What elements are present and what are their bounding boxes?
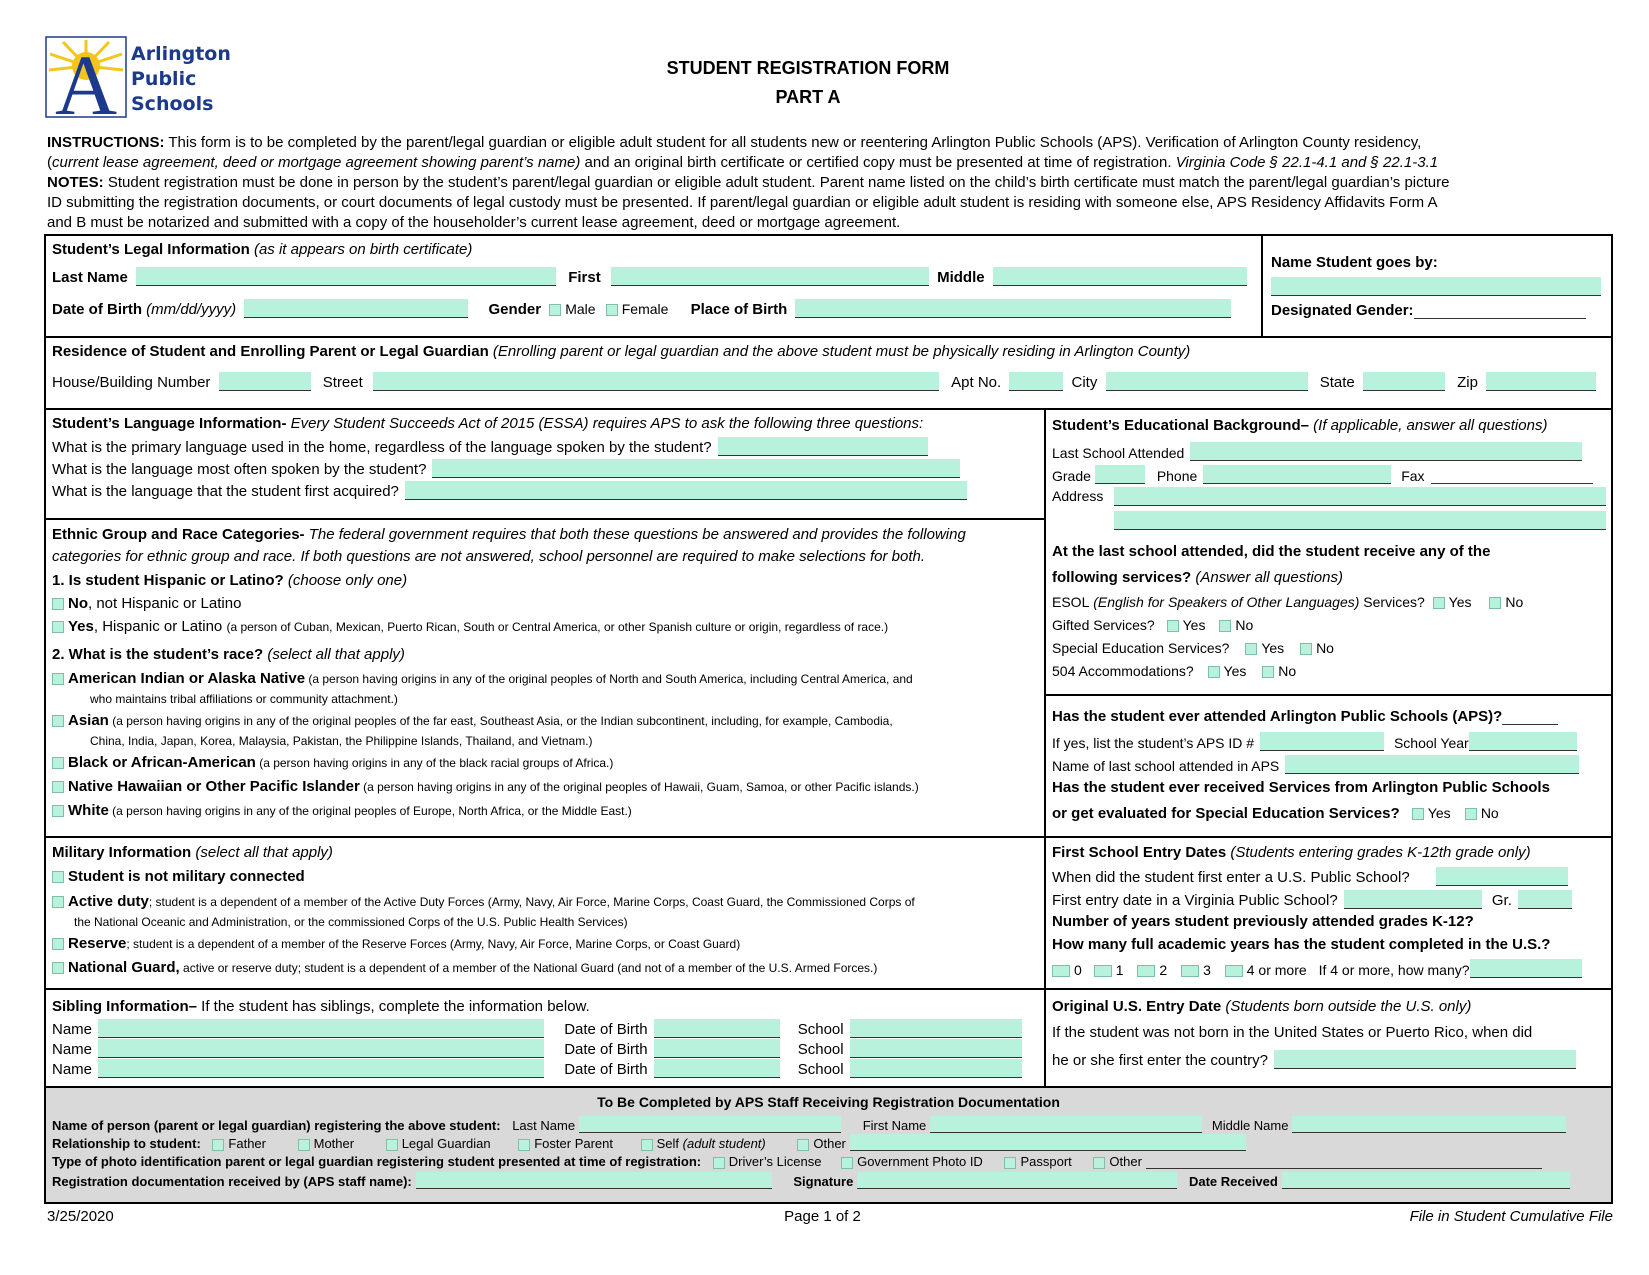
license-checkbox[interactable] — [713, 1157, 725, 1169]
sibling-3-school-label: School — [797, 1061, 844, 1078]
years-4-checkbox[interactable] — [1225, 965, 1243, 977]
language-q2-field[interactable] — [432, 459, 960, 478]
race-white-label: White — [68, 802, 109, 819]
gifted-yes-label: Yes — [1182, 617, 1206, 633]
hispanic-no-text: , not Hispanic or Latino — [88, 595, 242, 612]
logo-line-2: Public — [131, 68, 197, 90]
active-duty-note: ; student is a dependent of a member of the Active Duty Forces (Army, Navy, Air Force, Marine Corps, Coast Guard, the Commissioned Corps of — [148, 895, 915, 909]
instructions-text-1: This form is to be completed by the parent/legal guardian or eligible adult student for all students new or reentering Arlington Public Schools (APS). Verification of Arlington County residency, — [164, 134, 1422, 151]
race-american-indian-checkbox[interactable] — [52, 673, 64, 685]
active-duty-label: Active duty — [68, 893, 149, 910]
sibling-1-school-field[interactable] — [850, 1019, 1022, 1038]
years-1-checkbox[interactable] — [1094, 965, 1112, 977]
instructions-text-2c: and an original birth certificate or certified copy must be presented at time of registration. — [580, 154, 1176, 171]
race-black-note: (a person having origins in any of the black racial groups of Africa.) — [255, 756, 614, 770]
sibling-2-dob-field[interactable] — [654, 1039, 780, 1058]
place-of-birth-field[interactable] — [795, 299, 1231, 318]
active-duty-checkbox[interactable] — [52, 896, 64, 908]
address-label: Address — [1052, 488, 1104, 504]
sped-yes-label: Yes — [1261, 640, 1285, 656]
language-section — [44, 408, 1046, 520]
zip-field[interactable] — [1486, 372, 1596, 391]
date-received-label: Date Received — [1188, 1174, 1278, 1189]
notes-text-2: ID submitting the registration documents, or court documents of legal custody must be presented. If parent/legal guardian or eligible adult student is residing with someone else, APS Residency Affidavits Form A — [47, 194, 1438, 211]
state-field[interactable] — [1363, 372, 1445, 391]
sibling-1-name-field[interactable] — [98, 1019, 544, 1038]
photo-other-checkbox[interactable] — [1093, 1157, 1105, 1169]
esol-note: (English for Speakers of Other Languages) — [1089, 594, 1360, 610]
female-checkbox[interactable] — [606, 304, 618, 316]
phone-field[interactable] — [1203, 465, 1391, 484]
passport-label: Passport — [1020, 1154, 1072, 1169]
aps-last-school-label: Name of last school attended in APS — [1052, 758, 1280, 774]
footer-file-note: File in Student Cumulative File — [1409, 1208, 1613, 1225]
military-note: (select all that apply) — [191, 844, 333, 861]
entry-dates-section — [1044, 836, 1613, 990]
sibling-2-name-field[interactable] — [98, 1039, 544, 1058]
residence-note: (Enrolling parent or legal guardian and the above student must be physically residing in Arlington County) — [488, 343, 1191, 360]
mother-checkbox[interactable] — [298, 1139, 310, 1151]
aps-attended-question: Has the student ever attended Arlington Public Schools (APS)? — [1052, 708, 1503, 725]
years-3-label: 3 — [1203, 962, 1211, 978]
staff-middle-field[interactable] — [1292, 1116, 1566, 1133]
gender-label: Gender — [488, 301, 542, 318]
signature-label: Signature — [793, 1174, 854, 1189]
race-hawaiian-checkbox[interactable] — [52, 781, 64, 793]
photo-other-label: Other — [1109, 1154, 1142, 1169]
instructions-block — [47, 133, 1449, 233]
race-black-checkbox[interactable] — [52, 757, 64, 769]
entry-title: First School Entry Dates — [1052, 844, 1227, 861]
aps-history-section — [1044, 694, 1613, 838]
relationship-other-checkbox[interactable] — [797, 1139, 809, 1151]
race-white-checkbox[interactable] — [52, 805, 64, 817]
legal-guardian-checkbox[interactable] — [386, 1139, 398, 1151]
active-duty-note-2: the National Oceanic and Administration, or the commissioned Corps of the U.S. Public Health Services) — [74, 915, 628, 929]
staff-last-label: Last Name — [512, 1118, 576, 1133]
residence-section — [44, 336, 1613, 410]
aps-services-no-label: No — [1480, 805, 1499, 821]
entry-q2-field[interactable] — [1344, 890, 1482, 909]
hispanic-no-checkbox[interactable] — [52, 598, 64, 610]
middle-name-label: Middle — [937, 269, 985, 286]
footer-page: Page 1 of 2 — [784, 1208, 861, 1225]
fax-label: Fax — [1401, 468, 1425, 484]
address-field-2[interactable] — [1114, 511, 1606, 530]
aps-services-yes-checkbox[interactable] — [1412, 808, 1424, 820]
education-section — [1044, 408, 1613, 696]
sibling-1-name-label: Name — [52, 1021, 93, 1038]
dob-field[interactable] — [244, 299, 468, 318]
esol-label: ESOL — [1052, 594, 1090, 610]
not-military-checkbox[interactable] — [52, 871, 64, 883]
language-q1-field[interactable] — [718, 437, 928, 456]
race-hawaiian-note: (a person having origins in any of the original peoples of Hawaii, Guam, Samoa, or other Pacific islands.) — [359, 780, 919, 794]
sibling-2-name-label: Name — [52, 1041, 93, 1058]
sibling-1-dob-label: Date of Birth — [564, 1021, 648, 1038]
gifted-label: Gifted Services? — [1052, 617, 1155, 633]
reserve-label: Reserve — [68, 935, 127, 952]
language-q3: What is the language that the student first acquired? — [52, 483, 399, 500]
ethnic-title: Ethnic Group and Race Categories- — [52, 526, 305, 543]
staff-section — [44, 1086, 1613, 1204]
signature-field[interactable] — [857, 1172, 1177, 1189]
504-no-label: No — [1278, 663, 1297, 679]
last-school-field[interactable] — [1190, 442, 1582, 461]
instructions-code: Virginia Code § 22.1-4.1 and § 22.1-3.1 — [1175, 154, 1439, 171]
last-name-label: Last Name — [52, 269, 128, 286]
race-black-label: Black or African-American — [68, 754, 256, 771]
foster-parent-checkbox[interactable] — [518, 1139, 530, 1151]
entry-q4: How many full academic years has the student completed in the U.S.? — [1052, 936, 1551, 953]
sibling-3-name-field[interactable] — [98, 1059, 544, 1078]
relationship-other-label: Other — [813, 1136, 846, 1151]
sped-label: Special Education Services? — [1052, 640, 1230, 656]
staff-middle-label: Middle Name — [1211, 1118, 1289, 1133]
sibling-3-name-label: Name — [52, 1061, 93, 1078]
entry-q1-field[interactable] — [1436, 867, 1568, 886]
aps-services-question-1: Has the student ever received Services from Arlington Public Schools — [1052, 779, 1550, 796]
legal-title-note: (as it appears on birth certificate) — [249, 241, 473, 258]
race-asian-label: Asian — [68, 712, 109, 729]
ethnic-section — [44, 518, 1046, 838]
mother-label: Mother — [313, 1136, 355, 1151]
photo-other-field[interactable] — [1146, 1152, 1542, 1169]
received-by-field[interactable] — [416, 1172, 772, 1189]
date-received-field[interactable] — [1282, 1172, 1570, 1189]
ethnic-note-1: The federal government requires that both these questions be answered and provides the following — [304, 526, 966, 543]
language-note: Every Student Succeeds Act of 2015 (ESSA) requires APS to ask the following three questions: — [286, 415, 924, 432]
hispanic-yes-note: (a person of Cuban, Mexican, Puerto Rican, South or Central America, or other Spanish culture or origin, regardless of race.) — [226, 620, 889, 634]
sped-yes-checkbox[interactable] — [1245, 643, 1257, 655]
instructions-label: INSTRUCTIONS: — [47, 134, 165, 151]
esol-no-checkbox[interactable] — [1489, 597, 1501, 609]
svg-text:A: A — [54, 37, 118, 118]
last-name-field[interactable] — [136, 267, 556, 286]
national-guard-label: National Guard, — [68, 959, 180, 976]
how-many-label: If 4 or more, how many? — [1318, 962, 1470, 978]
race-american-indian-note: (a person having origins in any of the original peoples of North and South America, including Central America, and — [305, 672, 913, 686]
education-title: Student’s Educational Background– — [1052, 417, 1309, 434]
hispanic-question-note: (choose only one) — [283, 572, 408, 589]
how-many-field[interactable] — [1470, 959, 1582, 978]
military-title: Military Information — [52, 844, 192, 861]
years-0-label: 0 — [1074, 962, 1082, 978]
504-yes-checkbox[interactable] — [1208, 666, 1220, 678]
esol-yes-label: Yes — [1448, 594, 1472, 610]
staff-first-label: First Name — [862, 1118, 927, 1133]
logo-line-3: Schools — [131, 93, 214, 115]
aps-id-label: If yes, list the student’s APS ID # — [1052, 735, 1255, 751]
city-field[interactable] — [1106, 372, 1308, 391]
sibling-1-dob-field[interactable] — [654, 1019, 780, 1038]
race-question-note: (select all that apply) — [263, 646, 405, 663]
dob-label: Date of Birth — [52, 301, 142, 318]
esol-yes-checkbox[interactable] — [1433, 597, 1445, 609]
apt-field[interactable] — [1009, 372, 1063, 391]
years-3-checkbox[interactable] — [1181, 965, 1199, 977]
services-note: (Answer all questions) — [1191, 569, 1343, 586]
aps-attended-field[interactable] — [1502, 706, 1558, 725]
504-label: 504 Accommodations? — [1052, 663, 1194, 679]
notes-label: NOTES: — [47, 174, 104, 191]
race-asian-note: (a person having origins in any of the original peoples of the far east, Southeast Asia, or the Indian subcontinent, including, for example, Cambodia, — [108, 714, 893, 728]
photo-id-label: Type of photo identification parent or legal guardian registering student presented at time of registration: — [52, 1154, 702, 1169]
notes-text-3: and B must be notarized and submitted with a copy of the householder’s current lease agreement, deed or mortgage agreement. — [47, 214, 901, 231]
race-asian-note-2: China, India, Japan, Korea, Malaysia, Pakistan, the Philippine Islands, Thailand, and Vietnam.) — [90, 734, 593, 748]
staff-title: To Be Completed by APS Staff Receiving Registration Documentation — [597, 1094, 1060, 1110]
father-label: Father — [228, 1136, 266, 1151]
gov-id-label: Government Photo ID — [857, 1154, 983, 1169]
entry-grade-field[interactable] — [1518, 890, 1572, 909]
hispanic-question: 1. Is student Hispanic or Latino? — [52, 572, 284, 589]
goes-by-label: Name Student goes by: — [1271, 254, 1438, 271]
school-year-label: School Year — [1393, 735, 1469, 751]
gov-id-checkbox[interactable] — [841, 1157, 853, 1169]
sibling-3-school-field[interactable] — [850, 1059, 1022, 1078]
phone-label: Phone — [1156, 468, 1198, 484]
license-label: Driver’s License — [728, 1154, 822, 1169]
foster-parent-label: Foster Parent — [534, 1136, 613, 1151]
services-question-2: following services? — [1052, 569, 1192, 586]
staff-first-field[interactable] — [930, 1116, 1202, 1133]
grade-label: Grade — [1052, 468, 1091, 484]
first-name-label: First — [568, 269, 601, 286]
self-note: (adult student) — [682, 1136, 766, 1151]
relationship-label: Relationship to student: — [52, 1136, 201, 1151]
city-label: City — [1071, 374, 1098, 391]
gifted-yes-checkbox[interactable] — [1167, 620, 1179, 632]
race-hawaiian-label: Native Hawaiian or Other Pacific Islander — [68, 778, 360, 795]
not-military-label: Student is not military connected — [68, 868, 305, 885]
language-q1: What is the primary language used in the home, regardless of the language spoken by the student? — [52, 439, 712, 456]
footer-date: 3/25/2020 — [47, 1208, 114, 1225]
sibling-2-school-label: School — [797, 1041, 844, 1058]
sibling-2-school-field[interactable] — [850, 1039, 1022, 1058]
language-q2: What is the language most often spoken by the student? — [52, 461, 427, 478]
self-label: Self — [656, 1136, 683, 1151]
apt-label: Apt No. — [951, 374, 1002, 391]
entry-q1: When did the student first enter a U.S. Public School? — [1052, 869, 1410, 886]
name-goes-by-box — [1261, 234, 1613, 338]
male-checkbox[interactable] — [549, 304, 561, 316]
received-by-label: Registration documentation received by (APS staff name): — [52, 1174, 412, 1189]
instructions-paren: ( — [47, 154, 52, 171]
notes-text-1: Student registration must be done in person by the student’s parent/legal guardian or eligible adult student. Parent name listed on the child’s birth certificate must match the parent/legal guardian’s picture — [103, 174, 1450, 191]
gifted-no-label: No — [1235, 617, 1254, 633]
house-number-field[interactable] — [219, 372, 311, 391]
street-field[interactable] — [373, 372, 939, 391]
national-guard-note: active or reserve duty; student is a dependent of a member of the National Guard (and not of a member of the U.S. Armed Forces.) — [179, 961, 878, 975]
sped-no-label: No — [1316, 640, 1334, 656]
hispanic-yes-text: , Hispanic or Latino — [93, 618, 227, 635]
passport-checkbox[interactable] — [1004, 1157, 1016, 1169]
years-0-checkbox[interactable] — [1052, 965, 1070, 977]
aps-last-school-field[interactable] — [1285, 755, 1579, 774]
legal-guardian-label: Legal Guardian — [401, 1136, 491, 1151]
middle-name-field[interactable] — [993, 267, 1247, 286]
us-entry-q1: If the student was not born in the United States or Puerto Rico, when did — [1052, 1024, 1533, 1041]
house-number-label: House/Building Number — [52, 374, 211, 391]
language-q3-field[interactable] — [405, 481, 967, 500]
school-year-field[interactable] — [1469, 732, 1577, 751]
services-question-1: At the last school attended, did the student receive any of the — [1052, 543, 1491, 560]
504-yes-label: Yes — [1223, 663, 1247, 679]
years-1-label: 1 — [1115, 962, 1124, 978]
father-checkbox[interactable] — [212, 1139, 224, 1151]
national-guard-checkbox[interactable] — [52, 962, 64, 974]
education-note: (If applicable, answer all questions) — [1308, 417, 1548, 434]
zip-label: Zip — [1457, 374, 1478, 391]
place-of-birth-label: Place of Birth — [690, 301, 788, 318]
years-4-label: 4 or more — [1246, 962, 1307, 978]
last-school-label: Last School Attended — [1052, 445, 1185, 461]
legal-title: Student’s Legal Information — [52, 241, 250, 258]
hispanic-yes-checkbox[interactable] — [52, 621, 64, 633]
us-entry-q2: he or she first enter the country? — [1052, 1052, 1268, 1069]
goes-by-field[interactable] — [1271, 277, 1601, 296]
self-checkbox[interactable] — [641, 1139, 653, 1151]
sibling-1-school-label: School — [797, 1021, 844, 1038]
grade-field[interactable] — [1095, 465, 1145, 484]
first-name-field[interactable] — [611, 267, 929, 286]
residence-title: Residence of Student and Enrolling Parent or Legal Guardian — [52, 343, 489, 360]
instructions-text-2b: current lease agreement, deed or mortgage agreement showing parent’s name) — [52, 154, 581, 171]
aps-services-yes-label: Yes — [1427, 805, 1451, 821]
entry-note: (Students entering grades K-12th grade only) — [1226, 844, 1531, 861]
reserve-checkbox[interactable] — [52, 938, 64, 950]
aps-services-question-2: or get evaluated for Special Education Services? — [1052, 805, 1400, 822]
years-2-checkbox[interactable] — [1137, 965, 1155, 977]
years-2-label: 2 — [1159, 962, 1168, 978]
street-label: Street — [322, 374, 363, 391]
esol-no-label: No — [1505, 594, 1524, 610]
race-question: 2. What is the student’s race? — [52, 646, 264, 663]
ethnic-note-2: categories for ethnic group and race. If both questions are not answered, school personnel are required to make selections for both. — [52, 548, 926, 565]
sibling-title: Sibling Information– — [52, 998, 197, 1015]
sibling-3-dob-label: Date of Birth — [564, 1061, 648, 1078]
us-entry-section — [1044, 988, 1613, 1088]
sibling-section — [44, 988, 1046, 1088]
race-american-indian-label: American Indian or Alaska Native — [68, 670, 306, 687]
sped-no-checkbox[interactable] — [1300, 643, 1312, 655]
gifted-no-checkbox[interactable] — [1219, 620, 1231, 632]
hispanic-no-label: No — [68, 595, 88, 612]
page-title: STUDENT REGISTRATION FORM — [666, 58, 950, 78]
us-entry-note: (Students born outside the U.S. only) — [1221, 998, 1472, 1015]
sibling-note: If the student has siblings, complete the information below. — [197, 998, 590, 1015]
designated-gender-field[interactable] — [1414, 300, 1586, 319]
relationship-other-field[interactable] — [850, 1134, 1246, 1151]
entry-q3: Number of years student previously attended grades K-12? — [1052, 913, 1474, 930]
fax-field[interactable] — [1431, 465, 1593, 484]
entry-grade-label: Gr. — [1491, 892, 1512, 909]
race-american-indian-note-2: who maintains tribal affiliations or community attachment.) — [90, 692, 398, 706]
dob-format: (mm/dd/yyyy) — [142, 301, 237, 318]
hispanic-yes-label: Yes — [68, 618, 94, 635]
504-no-checkbox[interactable] — [1262, 666, 1274, 678]
staff-person-label: Name of person (parent or legal guardian) registering the above student: — [52, 1118, 501, 1133]
sibling-2-dob-label: Date of Birth — [564, 1041, 648, 1058]
sibling-3-dob-field[interactable] — [654, 1059, 780, 1078]
military-section — [44, 836, 1046, 990]
male-label: Male — [565, 301, 596, 317]
female-label: Female — [621, 301, 669, 317]
us-entry-title: Original U.S. Entry Date — [1052, 998, 1222, 1015]
designated-gender-label: Designated Gender: — [1271, 302, 1414, 319]
us-entry-field[interactable] — [1274, 1050, 1576, 1069]
page-subtitle: PART A — [775, 87, 841, 107]
state-label: State — [1319, 374, 1355, 391]
aps-services-no-checkbox[interactable] — [1465, 808, 1477, 820]
esol-tail: Services? — [1359, 594, 1425, 610]
reserve-note: ; student is a dependent of a member of the Reserve Forces (Army, Navy, Air Force, Marine Corps, or Coast Guard) — [126, 937, 741, 951]
aps-id-field[interactable] — [1260, 732, 1384, 751]
staff-last-field[interactable] — [579, 1116, 841, 1133]
race-white-note: (a person having origins in any of the original peoples of Europe, North Africa, or the Middle East.) — [108, 804, 632, 818]
address-field-1[interactable] — [1114, 487, 1606, 506]
logo-line-1: Arlington — [131, 43, 231, 65]
language-title: Student’s Language Information- — [52, 415, 287, 432]
entry-q2: First entry date in a Virginia Public School? — [1052, 892, 1338, 909]
race-asian-checkbox[interactable] — [52, 715, 64, 727]
